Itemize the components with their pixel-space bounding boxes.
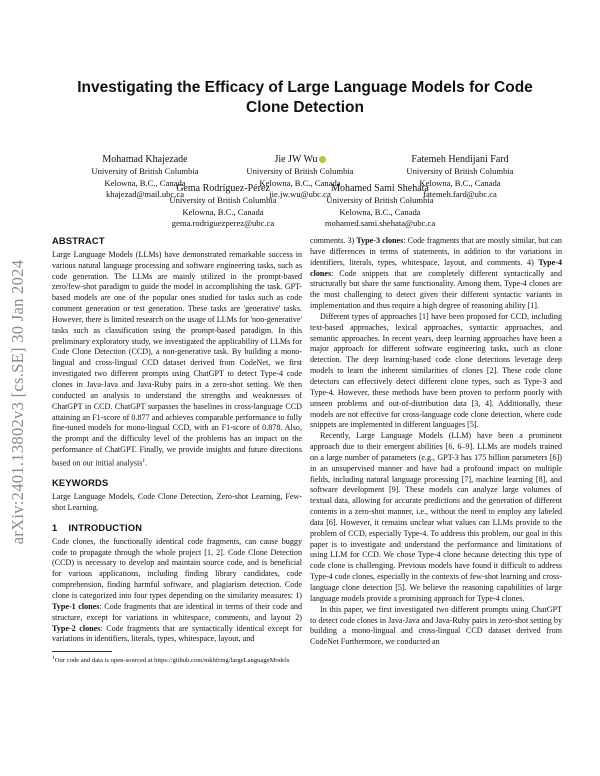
author-email: fatemeh.fard@ubc.ca bbox=[423, 189, 497, 200]
footnote-link[interactable]: Our code and data is open-sourced at https://github.com/mkhfring/largeLanguageModels bbox=[54, 657, 290, 665]
author-affiliation: University of British Columbia bbox=[91, 166, 199, 176]
introduction-heading: 1 INTRODUCTION bbox=[52, 522, 143, 533]
intro-paragraph-1-cont: comments. 3) Type-3 clones: Code fragments that are mostly similar, but can have differences in terms of statements, in addition to the variations in identifiers, literals, types, whitespace, layout, and comments. 4) Type-4 clones: Code snippets that are completely different syntactically and structurally but share the same functionality. Among them, Type-4 clones are the most challenging to detect given their different syntactic variants in implementation and thus require a high degree of reasoning ability [1]. bbox=[310, 236, 562, 311]
author-name: Mohamad Khajezade bbox=[102, 154, 188, 165]
abstract-heading: ABSTRACT bbox=[52, 236, 105, 246]
keywords-text: Large Language Models, Code Clone Detection, Zero-shot Learning, Few-shot Learning. bbox=[52, 492, 302, 513]
author-affiliation: University of British Columbia bbox=[406, 166, 514, 176]
author-location: Kelowna, B.C., Canada bbox=[259, 177, 341, 188]
author-location: Kelowna, B.C., Canada bbox=[182, 206, 264, 217]
left-column bbox=[52, 236, 302, 666]
author-name: Mohamed Sami Shehata bbox=[331, 183, 429, 194]
author-email: gema.rodriguezperez@ubc.ca bbox=[171, 218, 275, 229]
author-affiliation: University of British Columbia bbox=[246, 166, 354, 176]
abstract-text: Large Language Models (LLMs) have demonstrated remarkable success in various natural language processing and software engineering tasks, such as code generation. The LLMs are mainly utilized in the prompt-based zero/few-shot paradigm to guide the model in accomplishing the task. GPT-based models are one of the popular ones studied for tasks such as code comment generation or test generation. These tasks are 'generative' tasks. However, there is limited research on the usage of LLMs for 'non-generative' tasks such as classification using the prompt-based paradigm. In this preliminary exploratory study, we investigated the applicability of LLMs for Code Clone Detection (CCD), a non-generative task. By building a mono-lingual and cross-lingual CCD dataset derived from CodeNet, we first investigated two different prompts using ChatGPT to detect Type-4 code clones in Java-Java and Java-Ruby pairs in a zero-shot setting. We then conducted an analysis to understand the strengths and weaknesses of ChatGPT in CCD. ChatGPT surpasses the baselines in cross-language CCD attaining an F1-score of 0.877 and achieves comparable performance to fully fine-tuned models for mono-lingual CCD, with an F1-score of 0.878. Also, the prompt and the difficulty level of the problems has an impact on the performance of ChatGPT. Finally, we provide insights and future directions based on our initial analysis$^1$. bbox=[52, 249, 302, 468]
keywords-heading: KEYWORDS bbox=[52, 478, 109, 489]
footnote-rule bbox=[52, 651, 112, 652]
author-name: Gema Rodríguez-Pérez bbox=[176, 183, 270, 194]
author-email: mohamed.sami.shehata@ubc.ca bbox=[324, 218, 436, 229]
author-block bbox=[148, 182, 298, 230]
author-name: Fatemeh Hendijani Fard bbox=[411, 154, 509, 165]
author-affiliation: University of British Columbia bbox=[169, 195, 277, 205]
right-column bbox=[310, 236, 562, 648]
author-block bbox=[305, 182, 455, 230]
footnote: $^1$Our code and data is open-sourced at https://github.com/mkhfring/largeLanguageModels bbox=[52, 655, 290, 665]
author-affiliation: University of British Columbia bbox=[326, 195, 434, 205]
author-email: jie.jw.wu@ubc.ca bbox=[269, 189, 331, 200]
intro-paragraph-3: Recently, Large Language Models (LLM) have been a prominent approach due to their emergent abilities [6, 6–9]. LLMs are models trained on a large number of parameters (e.g., GPT-3 has 175 billion parameters [6]) in an unsupervised manner and have had a profound impact on multiple fields, including natural language processing [7], machine learning [8], and software development [9]. These models can analyze large volumes of textual data, allowing for accurate predictions and the generation of different contents in a zero-shot manner, i.e., without the need to employ any labeled data [6]. However, it remains unclear what values can LLMs provide to the problem of CCD, especially Type-4. To address this problem, our goal in this paper is to investigate and understand the performance and limitations of using LLM for CCD. We chose Type-4 clone because detecting this type of code clone is challenging. Previous models have found it difficult to address Type-4 code clones, especially in the contexts of few-shot learning and cross-language clone detection [5]. We believe the reasoning capabilities of large language models provide a promising approach for Type-4 clones. bbox=[310, 431, 562, 603]
intro-paragraph-4: In this paper, we first investigated two different prompts using ChatGPT to detect code clones in Java-Java and Java-Ruby pairs in zero-shot setting by building a mono-lingual and cross-lingual CCD dataset derived from CodeNet Furthermore, we conducted an bbox=[310, 604, 562, 647]
intro-paragraph-1: Code clones, the functionally identical code fragments, can cause buggy code to propagate through the whole project [1, 2]. Code Clone Detection (CCD) is necessary to develop and maintain source code, and is beneficial for various applications, including finding library candidates, code comprehension, finding harmful software, and plagiarism detection. Code clone is categorized into four types depending on the similarity measures: 1) Type-1 clones: Code fragments that are identical in terms of their code and structure, except for variations in whitespace, comments, and layout 2) Type-2 clones: Code fragments that are syntactically identical except for variations in identifiers, literals, types, whitespace, layout, and bbox=[52, 536, 303, 644]
author-location: Kelowna, B.C., Canada bbox=[339, 206, 421, 217]
author-location: Kelowna, B.C., Canada bbox=[104, 177, 186, 188]
arxiv-id: arXiv:2401.13802v3 [cs.SE] 30 Jan 2024 bbox=[8, 259, 27, 545]
paper-title: Investigating the Efficacy of Large Language Models for Code Clone Detection bbox=[77, 79, 533, 116]
arxiv-watermark bbox=[8, 222, 28, 582]
intro-paragraph-2: Different types of approaches [1] have been proposed for CCD, including text-based approaches, lexical approaches, syntactic approaches, and semantic approaches. In recent years, deep learning approaches have been a major approach for different software engineering tasks, such as clone detection. The deep learning-based code clone detections leverage deep models to learn the inherent similarities of clones [2]. These code clone detectors can effectively detect different clone types, such as Type-3 and Type-4. However, these methods have been proven to perform poorly with unseen problems and out-of-distribution data [3, 4]. Additionally, these models are not effective for cross-language code clone detection, where code snippets are implemented in different languages [5]. bbox=[310, 311, 562, 430]
footnote-marker: 1 bbox=[142, 457, 146, 464]
author-email: khajezad@mail.ubc.ca bbox=[105, 189, 185, 200]
author-name: Jie JW Wu bbox=[274, 154, 318, 165]
orcid-icon[interactable] bbox=[319, 156, 326, 163]
author-location: Kelowna, B.C., Canada bbox=[419, 177, 501, 188]
